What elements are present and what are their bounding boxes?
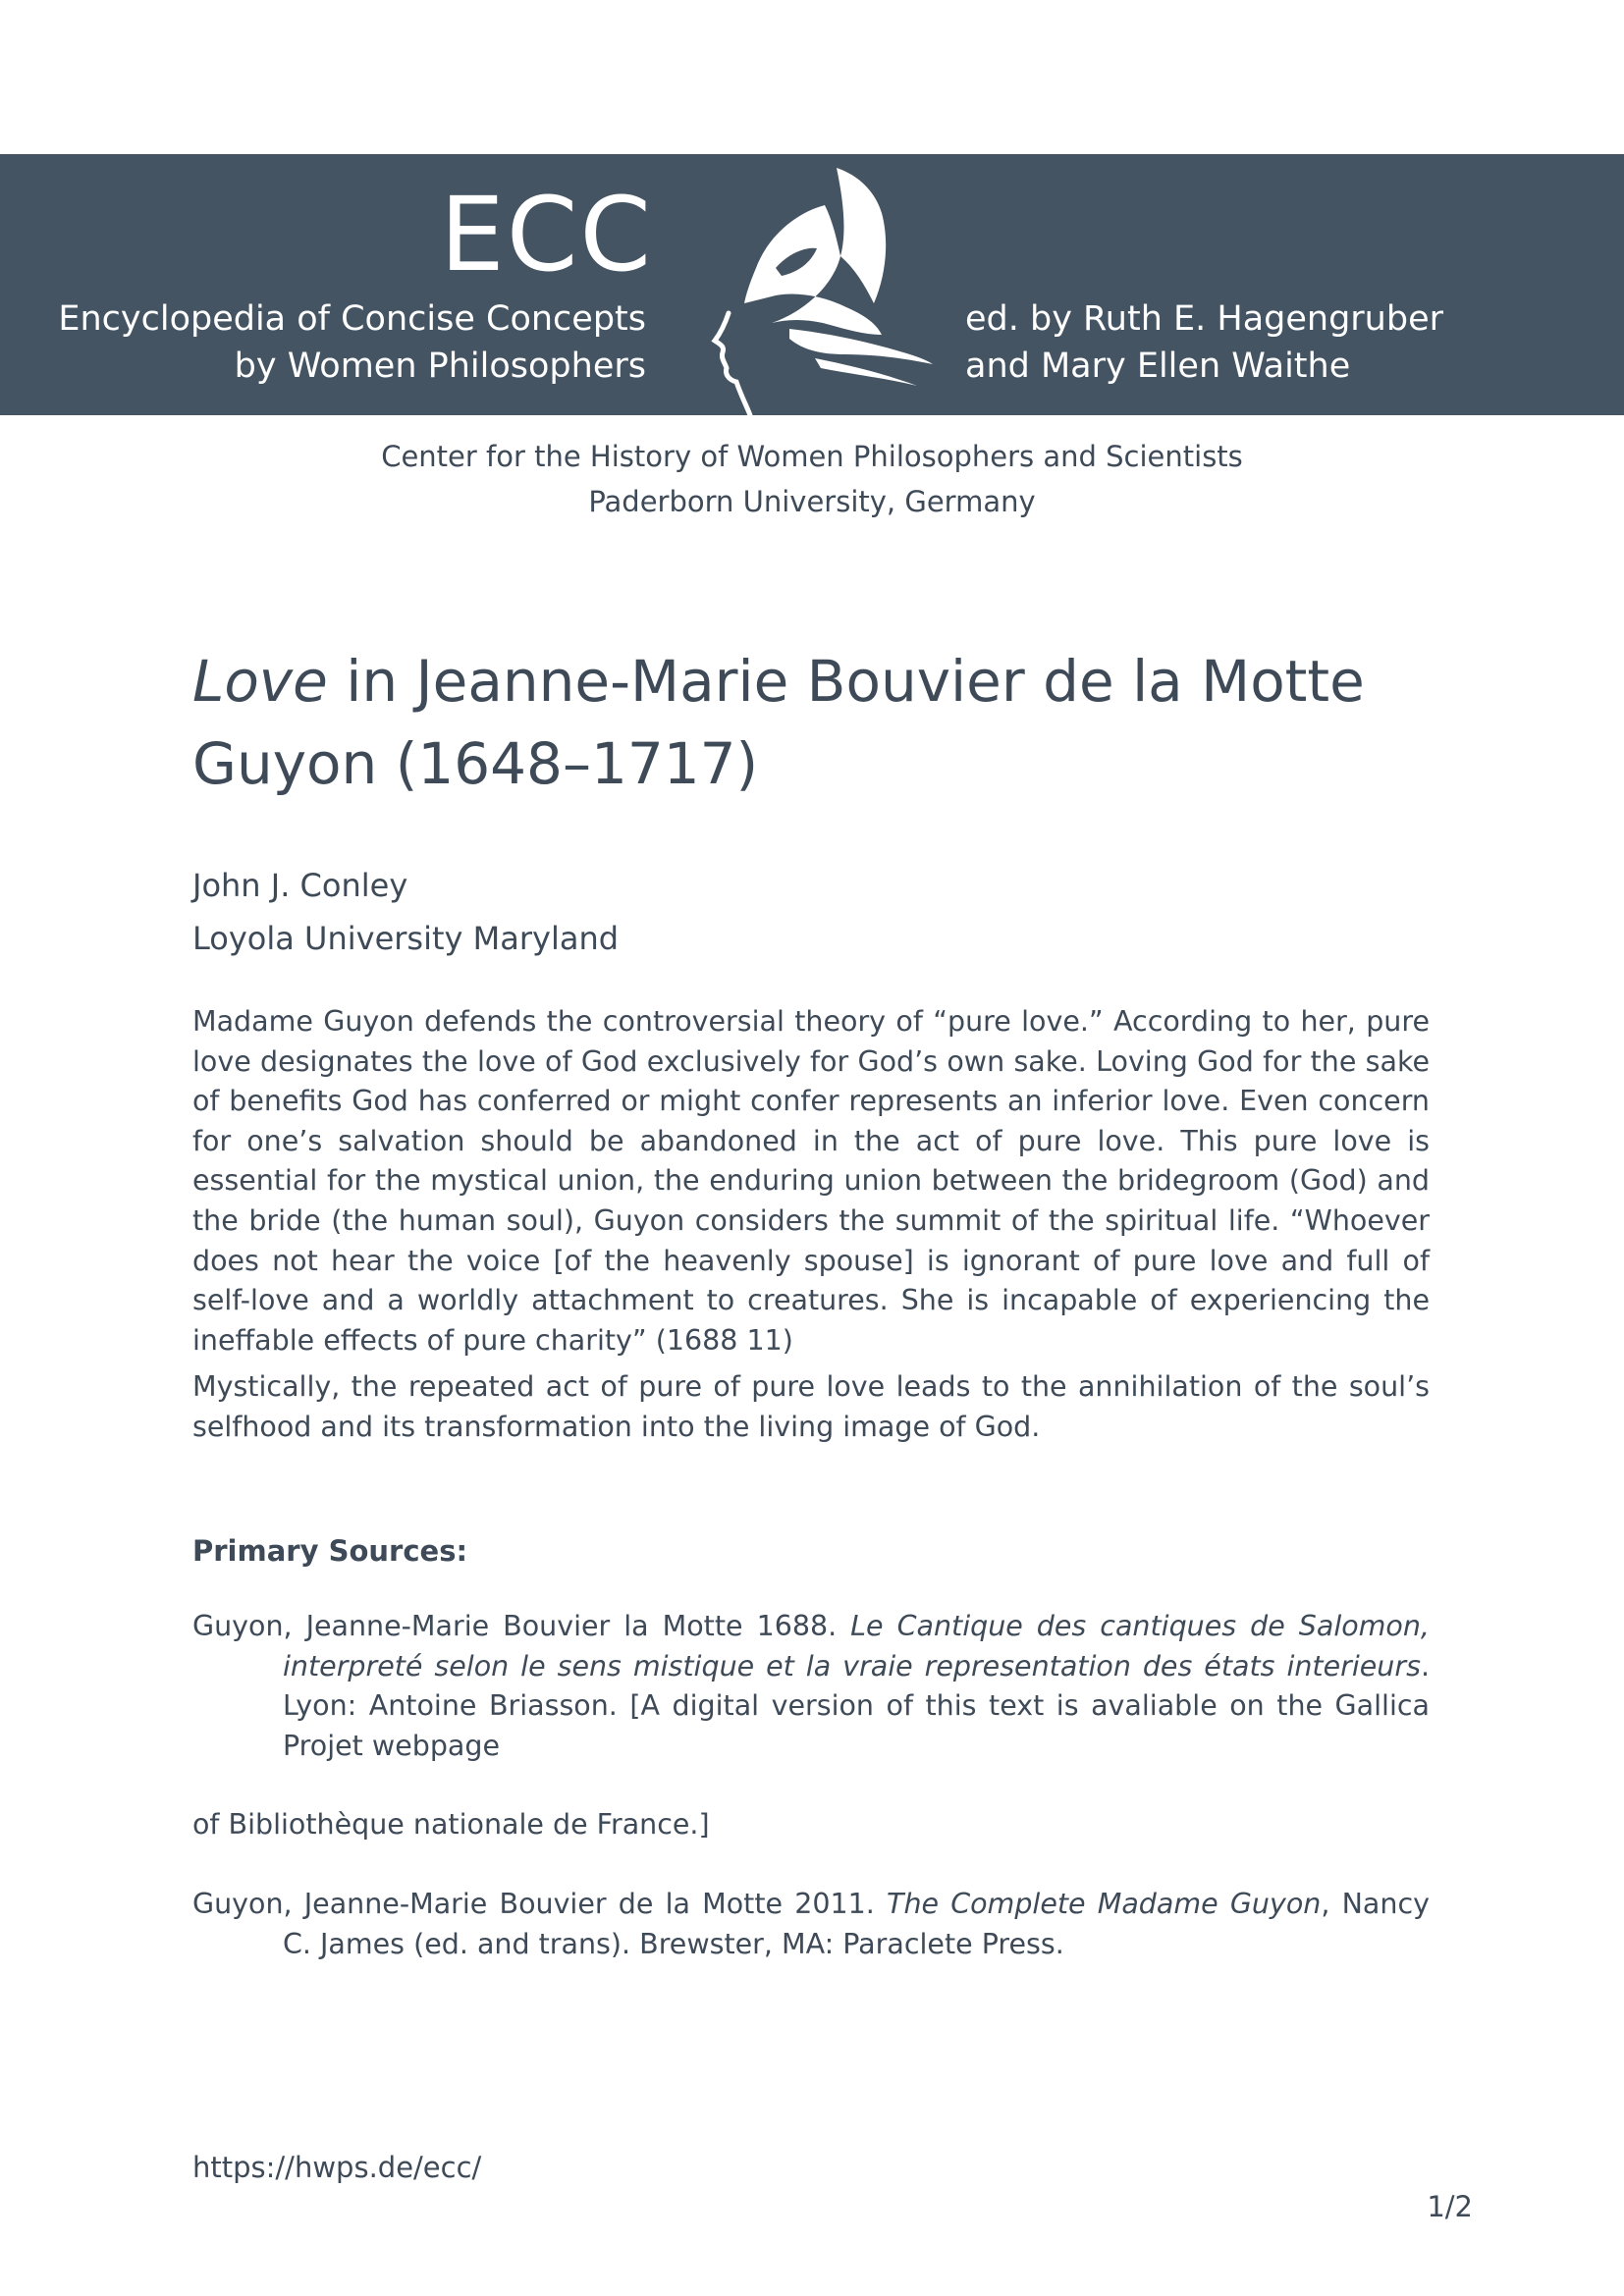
encyclopedia-title xyxy=(58,295,646,390)
reference-2 xyxy=(192,1885,1430,1964)
encyclopedia-title-line2: by Women Philosophers xyxy=(234,347,646,386)
author-name: John J. Conley xyxy=(192,867,408,904)
body-paragraph-2: Mystically, the repeated act of pure of pure love leads to the annihilation of the soul’s selfhood and its transformation into the living image of God. xyxy=(192,1370,1430,1443)
page-title xyxy=(192,640,1430,805)
page-title-italic: Love xyxy=(192,648,328,715)
institution-line1: Center for the History of Women Philosophers and Scientists xyxy=(381,440,1243,473)
page-title-rest: in Jeanne-Marie Bouvier de la Motte Guyon (1648–1717) xyxy=(192,648,1365,797)
reference-1-details: . Lyon: Antoine Briasson. [A digital version of this text is avaliable on the Gallica Projet webpage xyxy=(283,1649,1430,1762)
reference-1 xyxy=(192,1607,1430,1766)
author-affiliation: Loyola University Maryland xyxy=(192,920,620,957)
header-banner xyxy=(0,154,1624,415)
reference-2-author: Guyon, Jeanne-Marie Bouvier de la Motte 2011. xyxy=(192,1888,888,1920)
encyclopedia-title-line1: Encyclopedia of Concise Concepts xyxy=(58,299,646,339)
editors-line2: and Mary Ellen Waithe xyxy=(965,347,1351,386)
reference-2-details: , Nancy C. James (ed. and trans). Brewster, MA: Paraclete Press. xyxy=(283,1888,1430,1960)
body-paragraph-1: Madame Guyon defends the controversial theory of “pure love.” According to her, pure love designates the love of God exclusively for God’s own sake. Loving God for the sake of benefits God has conferred or might confer represents an inferior love. Even concern for one’s salvation should be abandoned in the act of pure love. This pure love is essential for the mystical union, the enduring union between the bridegroom (God) and the bride (the human soul), Guyon considers the summit of the spiritual life. “Whoever does not hear the voice [of the heavenly spouse] is ignorant of pure love and full of self-love and a worldly attachment to creatures. She is incapable of experiencing the ineffable effects of pure charity” (1688 11) xyxy=(192,1005,1430,1357)
athena-helmet-icon xyxy=(707,166,933,415)
page-number: 1/2 xyxy=(1427,2190,1473,2223)
institution-line2: Paderborn University, Germany xyxy=(588,485,1036,518)
editors xyxy=(965,295,1443,390)
primary-sources-heading: Primary Sources: xyxy=(192,1534,468,1568)
reference-1-title: Le Cantique des cantiques de Salomon, interpreté selon le sens mistique et la vraie representation des états interieurs xyxy=(283,1610,1430,1682)
editors-line1: ed. by Ruth E. Hagengruber xyxy=(965,299,1444,339)
reference-2-title: The Complete Madame Guyon xyxy=(887,1888,1322,1920)
footer-url-link[interactable]: https://hwps.de/ecc/ xyxy=(192,2151,482,2184)
reference-1-continuation: of Bibliothèque nationale de France.] xyxy=(192,1808,710,1841)
reference-1-author: Guyon, Jeanne-Marie Bouvier la Motte 1688. xyxy=(192,1610,851,1642)
ecc-logo: ECC xyxy=(440,175,653,294)
